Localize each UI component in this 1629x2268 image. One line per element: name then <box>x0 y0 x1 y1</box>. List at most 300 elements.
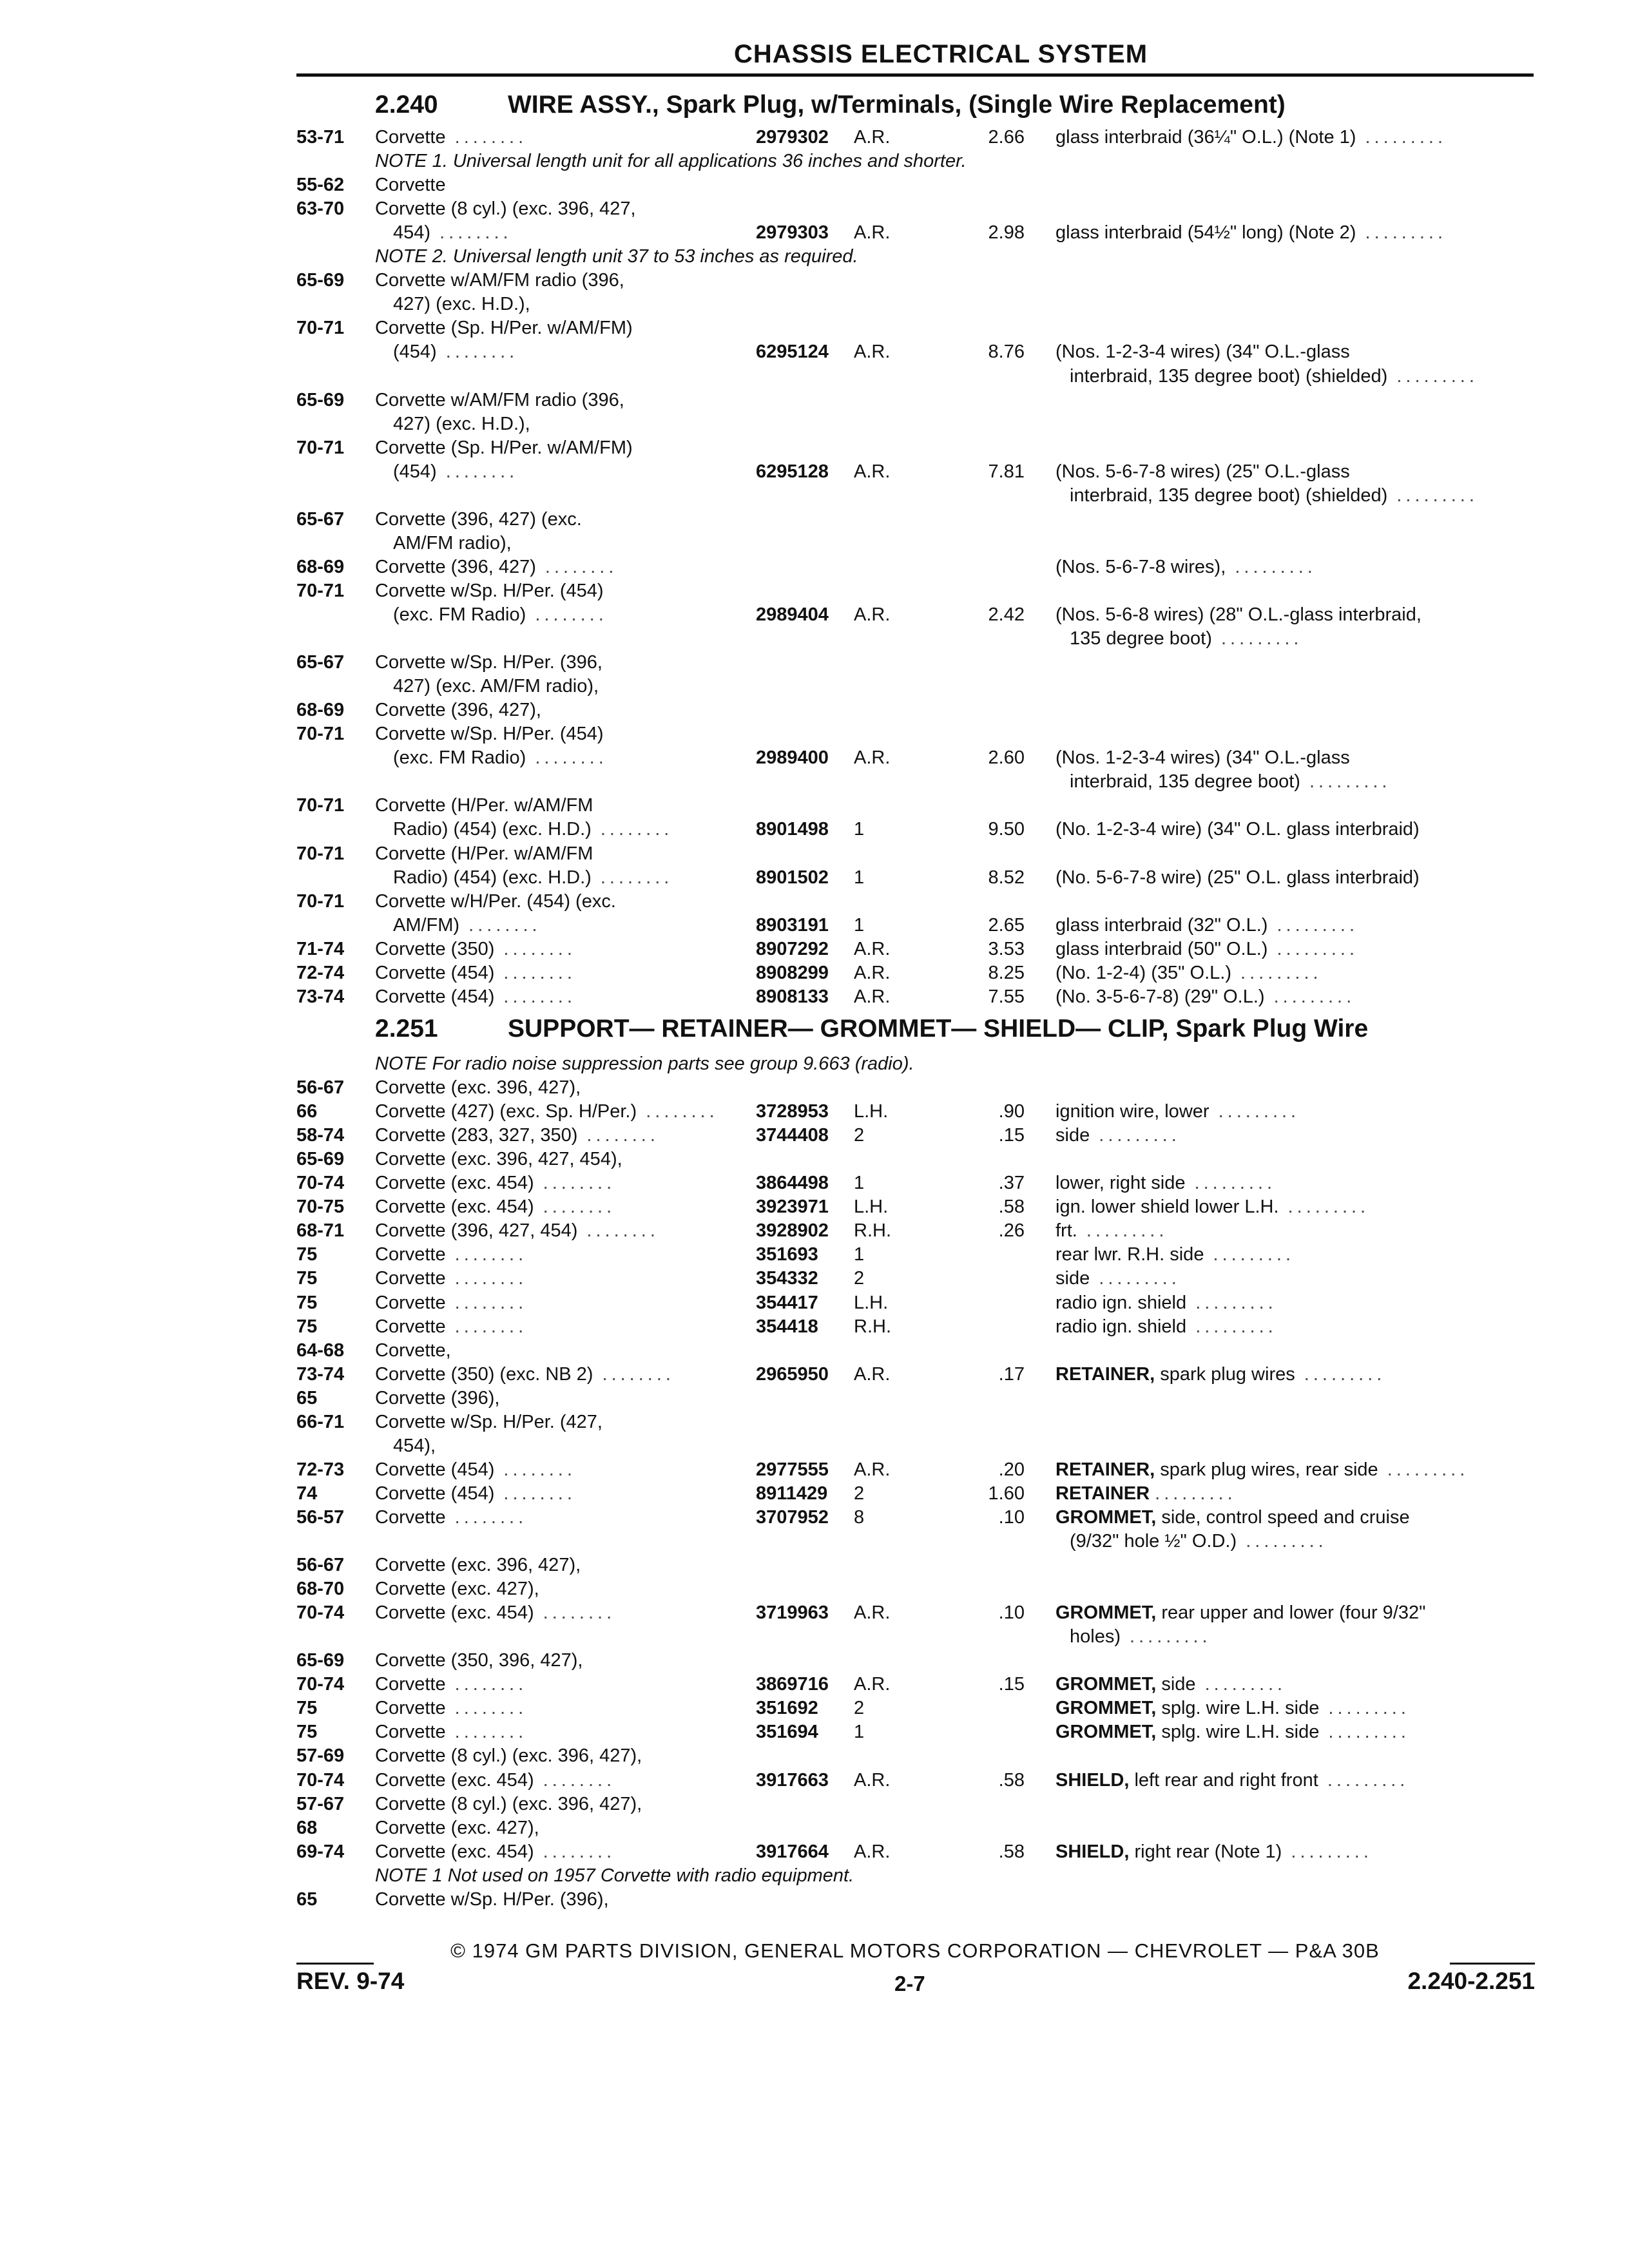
table-row <box>0 1267 1629 1291</box>
quantity: R.H. <box>854 1220 891 1242</box>
table-row <box>0 1482 1629 1506</box>
price: .58 <box>998 1196 1025 1218</box>
note-text: NOTE 1. Universal length unit for all applications 36 inches and shorter. <box>375 151 967 172</box>
application-text: Corvette (Sp. H/Per. w/AM/FM) <box>375 437 633 458</box>
price: .17 <box>998 1363 1025 1385</box>
model-years: 75 <box>296 1316 318 1337</box>
table-row <box>0 484 1629 508</box>
remarks <box>1055 1267 1181 1291</box>
quantity: 1 <box>854 1173 865 1194</box>
remark-text: side, control speed and cruise <box>1161 1506 1410 1528</box>
application-desc <box>375 1076 581 1100</box>
section-title: SUPPORT— RETAINER— GROMMET— SHIELD— CLIP, Spark Plug Wire <box>508 1015 1369 1043</box>
application-text: Corvette <box>375 175 446 196</box>
table-row <box>0 1339 1629 1363</box>
leader-dots: ......... <box>1090 1268 1181 1289</box>
model-years: 72-73 <box>296 1459 345 1480</box>
application-desc <box>375 1577 539 1601</box>
remark-text: splg. wire L.H. side <box>1161 1722 1320 1743</box>
application-desc <box>375 555 617 579</box>
application-desc <box>375 1243 527 1267</box>
remarks <box>1055 221 1447 245</box>
table-row <box>0 627 1629 651</box>
price: .15 <box>998 1125 1025 1146</box>
model-years: 70-71 <box>296 580 345 601</box>
remark-text: frt. <box>1055 1220 1077 1242</box>
leader-dots: ........ <box>445 1674 528 1695</box>
part-name: RETAINER <box>1055 1483 1150 1504</box>
application-desc <box>375 579 604 603</box>
application-text: Corvette w/AM/FM radio (396, <box>375 270 624 291</box>
price: 2.60 <box>988 747 1025 769</box>
table-row <box>0 985 1629 1009</box>
page-title: CHASSIS ELECTRICAL SYSTEM <box>733 40 1148 68</box>
table-row <box>0 914 1629 937</box>
application-text: 454), <box>393 1435 436 1456</box>
part-name: GROMMET, <box>1055 1602 1157 1624</box>
remarks <box>1055 961 1322 985</box>
part-name: GROMMET, <box>1055 1506 1157 1528</box>
part-number: 3928902 <box>756 1220 829 1242</box>
application-text: Corvette (exc. 454) <box>375 1841 534 1862</box>
application-text: Corvette <box>375 1506 446 1528</box>
remark-text: holes) <box>1070 1626 1121 1648</box>
price: .58 <box>998 1769 1025 1791</box>
application-text: Corvette (8 cyl.) (exc. 396, 427, <box>375 198 636 220</box>
table-row <box>0 746 1629 770</box>
remark-text: radio ign. shield <box>1055 1316 1187 1337</box>
model-years: 66 <box>296 1101 318 1122</box>
price: 2.98 <box>988 222 1025 244</box>
table-row <box>0 1171 1629 1195</box>
model-years: 68-70 <box>296 1579 345 1600</box>
table-row <box>0 1625 1629 1649</box>
remark-text: (9/32" hole ½" O.D.) <box>1070 1531 1237 1552</box>
part-number: 3917664 <box>756 1841 829 1862</box>
application-desc <box>393 866 673 890</box>
remarks <box>1055 1720 1410 1744</box>
leader-dots: ........ <box>534 1173 616 1194</box>
leader-dots: ........ <box>445 1316 528 1337</box>
part-number: 8901498 <box>756 819 829 840</box>
leader-dots: ......... <box>1226 556 1316 577</box>
application-desc <box>375 1816 539 1840</box>
application-text: 427) (exc. H.D.), <box>393 294 530 315</box>
quantity: 1 <box>854 867 865 888</box>
table-note <box>0 1052 1629 1076</box>
leader-dots: ......... <box>1231 962 1322 983</box>
table-row <box>0 1888 1629 1912</box>
application-text: Corvette w/Sp. H/Per. (396), <box>375 1888 609 1910</box>
section-number: 2.240 <box>375 91 438 119</box>
table-row <box>0 1530 1629 1553</box>
leader-dots: ........ <box>445 127 528 148</box>
application-desc <box>375 1840 615 1864</box>
price: 2.65 <box>988 914 1025 936</box>
model-years: 64-68 <box>296 1340 345 1361</box>
application-desc <box>375 1720 527 1744</box>
table-row <box>0 1840 1629 1864</box>
price: .26 <box>998 1220 1025 1242</box>
leader-dots: ......... <box>1268 938 1359 959</box>
table-row <box>0 1769 1629 1792</box>
part-number: 3707952 <box>756 1506 829 1528</box>
application-desc <box>393 914 541 937</box>
price: 2.66 <box>988 127 1025 148</box>
application-desc <box>375 961 576 985</box>
application-text: Corvette (396, 427), <box>375 700 541 721</box>
leader-dots: ........ <box>445 1722 528 1743</box>
remark-text: side <box>1161 1674 1196 1695</box>
table-row <box>0 603 1629 627</box>
leader-dots: ........ <box>593 1363 675 1385</box>
application-text: AM/FM radio), <box>393 532 512 553</box>
remarks <box>1055 126 1447 149</box>
table-row <box>0 460 1629 484</box>
remarks <box>1055 937 1358 961</box>
model-years: 68 <box>296 1817 318 1838</box>
leader-dots: ......... <box>1264 986 1356 1007</box>
model-years: 75 <box>296 1698 318 1719</box>
remarks <box>1055 985 1355 1009</box>
application-text: 427) (exc. H.D.), <box>393 413 530 434</box>
remarks <box>1055 1124 1181 1148</box>
remark-text: (No. 1-2-3-4 wire) (34" O.L. glass interbraid) <box>1055 819 1420 840</box>
application-desc <box>375 316 633 340</box>
table-row <box>0 1195 1629 1219</box>
application-desc <box>375 1601 615 1625</box>
application-text: Corvette <box>375 1698 446 1719</box>
remark-text: (Nos. 5-6-7-8 wires), <box>1055 556 1226 577</box>
part-number: 3719963 <box>756 1602 829 1624</box>
application-text: Corvette (exc. 396, 427), <box>375 1555 581 1576</box>
remarks <box>1055 1219 1168 1243</box>
part-number: 8911429 <box>756 1483 828 1504</box>
remarks <box>1055 746 1350 770</box>
quantity: L.H. <box>854 1292 889 1313</box>
application-desc <box>375 1195 615 1219</box>
table-row <box>0 508 1629 532</box>
leader-dots: ......... <box>1077 1220 1168 1242</box>
price: 7.81 <box>988 461 1025 482</box>
leader-dots: ......... <box>1237 1531 1327 1552</box>
leader-dots: ........ <box>577 1220 659 1242</box>
quantity: A.R. <box>854 222 891 244</box>
leader-dots: ......... <box>1319 1722 1410 1743</box>
remarks <box>1055 914 1358 937</box>
section-range-code: 2.240-2.251 <box>1407 1968 1535 1994</box>
quantity: 2 <box>854 1698 865 1719</box>
remark-text: spark plug wires, rear side <box>1160 1459 1378 1480</box>
remark-text: rear lwr. R.H. side <box>1055 1244 1204 1265</box>
model-years: 70-71 <box>296 843 345 864</box>
quantity: A.R. <box>854 986 891 1007</box>
section-heading-2-240 <box>0 91 1629 123</box>
note-text: NOTE 2. Universal length unit 37 to 53 inches as required. <box>375 246 858 267</box>
application-text: Corvette (350, 396, 427), <box>375 1650 583 1671</box>
model-years: 70-71 <box>296 890 345 912</box>
application-text: Corvette (exc. 454) <box>375 1173 534 1194</box>
application-desc <box>375 1792 642 1816</box>
remarks <box>1055 340 1350 364</box>
application-desc <box>375 269 624 293</box>
application-desc <box>375 1100 718 1124</box>
application-text: Corvette, <box>375 1340 451 1361</box>
remark-text: left rear and right front <box>1134 1769 1318 1791</box>
table-note <box>0 1864 1629 1888</box>
remarks <box>1055 1243 1295 1267</box>
remark-text: (Nos. 1-2-3-4 wires) (34" O.L.-glass <box>1055 341 1350 363</box>
part-number: 351693 <box>756 1244 818 1265</box>
model-years: 72-74 <box>296 962 345 983</box>
application-desc <box>375 1219 659 1243</box>
table-row <box>0 197 1629 221</box>
leader-dots: ......... <box>1278 1196 1370 1218</box>
table-row <box>0 1673 1629 1696</box>
table-note <box>0 245 1629 269</box>
application-desc <box>375 698 541 722</box>
model-years: 68-69 <box>296 556 345 577</box>
table-row <box>0 1219 1629 1243</box>
model-years: 70-71 <box>296 437 345 458</box>
section-title: WIRE ASSY., Spark Plug, w/Terminals, (Single Wire Replacement) <box>508 91 1286 119</box>
price: 9.50 <box>988 819 1025 840</box>
application-desc <box>375 1267 527 1291</box>
remarks <box>1055 1696 1410 1720</box>
model-years: 56-67 <box>296 1555 345 1576</box>
leader-dots: ........ <box>526 604 608 625</box>
page-number: 2-7 <box>894 1972 925 1995</box>
table-row <box>0 1720 1629 1744</box>
quantity: A.R. <box>854 341 891 363</box>
note-text: NOTE 1 Not used on 1957 Corvette with radio equipment. <box>375 1865 854 1886</box>
table-row <box>0 1315 1629 1339</box>
note-text: NOTE For radio noise suppression parts see group 9.663 (radio). <box>375 1053 914 1074</box>
model-years: 70-74 <box>296 1769 345 1791</box>
remark-text: lower, right side <box>1055 1173 1186 1194</box>
quantity: 2 <box>854 1125 865 1146</box>
application-text: Corvette (396), <box>375 1387 500 1408</box>
remark-text: glass interbraid (54½" long) (Note 2) <box>1055 222 1356 244</box>
remarks <box>1055 1673 1286 1696</box>
part-number: 6295128 <box>756 461 829 482</box>
model-years: 68-69 <box>296 700 345 721</box>
remarks <box>1055 1482 1237 1506</box>
table-row <box>0 1601 1629 1625</box>
leader-dots: ......... <box>1282 1841 1373 1862</box>
remarks <box>1055 1769 1409 1792</box>
part-number: 3864498 <box>756 1173 829 1194</box>
table-row <box>0 340 1629 364</box>
leader-dots: ........ <box>445 1244 528 1265</box>
part-number: 3728953 <box>756 1101 829 1122</box>
leader-dots: ......... <box>1186 1292 1277 1313</box>
quantity: A.R. <box>854 1841 891 1862</box>
part-number: 3744408 <box>756 1125 829 1146</box>
leader-dots: ........ <box>445 1698 528 1719</box>
leader-dots: ........ <box>494 986 576 1007</box>
part-number: 2989404 <box>756 604 829 625</box>
application-text: Corvette (396, 427) (exc. <box>375 508 582 530</box>
application-desc <box>393 603 608 627</box>
table-row <box>0 436 1629 460</box>
leader-dots: ........ <box>534 1841 616 1862</box>
leader-dots: ......... <box>1185 1173 1277 1194</box>
leader-dots: ......... <box>1387 485 1478 506</box>
leader-dots: ........ <box>494 1459 576 1480</box>
quantity: 2 <box>854 1483 865 1504</box>
price: .37 <box>998 1173 1025 1194</box>
application-text: Corvette w/Sp. H/Per. (427, <box>375 1411 602 1432</box>
application-desc <box>375 1291 527 1315</box>
table-row <box>0 221 1629 245</box>
part-name: GROMMET, <box>1055 1698 1157 1719</box>
application-text: Corvette <box>375 1674 446 1695</box>
model-years: 56-67 <box>296 1077 345 1099</box>
quantity: A.R. <box>854 962 891 983</box>
quantity: 2 <box>854 1268 865 1289</box>
price: 3.53 <box>988 938 1025 959</box>
quantity: A.R. <box>854 1602 891 1624</box>
table-row <box>0 961 1629 985</box>
model-years: 53-71 <box>296 127 345 148</box>
table-row <box>0 389 1629 412</box>
part-name: RETAINER, <box>1055 1363 1155 1385</box>
application-desc <box>375 1387 499 1410</box>
application-text: Corvette (454) <box>375 986 495 1007</box>
application-text: (exc. FM Radio) <box>393 604 526 625</box>
application-desc <box>375 1482 576 1506</box>
application-text: Corvette <box>375 1316 446 1337</box>
part-number: 354417 <box>756 1292 818 1313</box>
application-text: Corvette (exc. 427), <box>375 1579 539 1600</box>
remarks <box>1055 1291 1277 1315</box>
table-row <box>0 866 1629 890</box>
table-row <box>0 651 1629 675</box>
application-text: (454) <box>393 341 437 363</box>
application-text: 427) (exc. AM/FM radio), <box>393 676 599 697</box>
remark-text: spark plug wires <box>1160 1363 1295 1385</box>
table-row <box>0 1124 1629 1148</box>
part-number: 2977555 <box>756 1459 829 1480</box>
quantity: L.H. <box>854 1101 889 1122</box>
model-years: 70-71 <box>296 318 345 339</box>
part-number: 354418 <box>756 1316 818 1337</box>
model-years: 70-74 <box>296 1173 345 1194</box>
application-desc <box>375 651 602 675</box>
model-years: 65-69 <box>296 1650 345 1671</box>
remark-text: interbraid, 135 degree boot) (shielded) <box>1070 365 1388 387</box>
remarks <box>1070 627 1302 651</box>
application-text: 454) <box>393 222 431 244</box>
remark-text: glass interbraid (50" O.L.) <box>1055 938 1268 959</box>
application-text: Corvette (454) <box>375 962 495 983</box>
remark-text: (No. 1-2-4) (35" O.L.) <box>1055 962 1231 983</box>
application-text: Corvette <box>375 1722 446 1743</box>
remark-text: glass interbraid (32" O.L.) <box>1055 914 1268 936</box>
remarks <box>1070 1625 1211 1649</box>
quantity: 1 <box>854 1722 865 1743</box>
application-desc <box>375 1124 659 1148</box>
quantity: R.H. <box>854 1316 891 1337</box>
part-number: 2979303 <box>756 222 829 244</box>
leader-dots: ........ <box>436 461 519 482</box>
table-row <box>0 1816 1629 1840</box>
price: 2.42 <box>988 604 1025 625</box>
remark-text: (Nos. 1-2-3-4 wires) (34" O.L.-glass <box>1055 747 1350 769</box>
footer-rule-left <box>296 1963 374 1965</box>
table-row <box>0 173 1629 197</box>
application-desc <box>375 436 633 460</box>
application-desc <box>375 937 576 961</box>
quantity: 8 <box>854 1506 865 1528</box>
table-row <box>0 579 1629 603</box>
remark-text: rear upper and lower (four 9/32" <box>1161 1602 1426 1624</box>
leader-dots: ......... <box>1209 1101 1300 1122</box>
table-row <box>0 818 1629 841</box>
price: 1.60 <box>988 1483 1025 1504</box>
application-text: Corvette (Sp. H/Per. w/AM/FM) <box>375 318 633 339</box>
table-row <box>0 937 1629 961</box>
application-text: Corvette (exc. 427), <box>375 1817 539 1838</box>
price: 8.76 <box>988 341 1025 363</box>
part-number: 351692 <box>756 1698 818 1719</box>
application-text: Corvette (350) (exc. NB 2) <box>375 1363 593 1385</box>
part-number: 8908133 <box>756 986 829 1007</box>
leader-dots: ........ <box>494 1483 576 1504</box>
remarks <box>1055 1506 1410 1530</box>
quantity: A.R. <box>854 1459 891 1480</box>
application-desc <box>393 532 512 555</box>
remarks <box>1055 603 1422 627</box>
quantity: A.R. <box>854 461 891 482</box>
leader-dots: ......... <box>1121 1626 1211 1648</box>
model-years: 73-74 <box>296 1363 345 1385</box>
leader-dots: ......... <box>1186 1316 1277 1337</box>
price: 7.55 <box>988 986 1025 1007</box>
leader-dots: ......... <box>1318 1769 1409 1791</box>
application-text: Corvette (exc. 454) <box>375 1769 534 1791</box>
part-number: 2979302 <box>756 127 829 148</box>
remarks <box>1055 555 1316 579</box>
leader-dots: ........ <box>459 914 541 936</box>
quantity: A.R. <box>854 938 891 959</box>
part-number: 3923971 <box>756 1196 829 1218</box>
leader-dots: ........ <box>577 1125 659 1146</box>
application-desc <box>375 985 576 1009</box>
table-row <box>0 1458 1629 1482</box>
leader-dots: ........ <box>534 1602 616 1624</box>
part-name: GROMMET, <box>1055 1722 1157 1743</box>
application-desc <box>375 890 616 914</box>
table-row <box>0 365 1629 389</box>
application-desc <box>375 1744 642 1768</box>
application-desc <box>375 1553 581 1577</box>
application-text: Corvette <box>375 1268 446 1289</box>
table-row <box>0 1744 1629 1768</box>
leader-dots: ........ <box>430 222 512 244</box>
table-row <box>0 316 1629 340</box>
application-text: Corvette (exc. 396, 427, 454), <box>375 1149 622 1170</box>
section-number: 2.251 <box>375 1015 438 1043</box>
application-desc <box>375 1888 609 1912</box>
model-years: 65 <box>296 1387 318 1408</box>
leader-dots: ........ <box>534 1196 616 1218</box>
page-header <box>296 37 1534 77</box>
model-years: 65 <box>296 1888 318 1910</box>
application-desc <box>375 1769 615 1792</box>
quantity: A.R. <box>854 1674 891 1695</box>
